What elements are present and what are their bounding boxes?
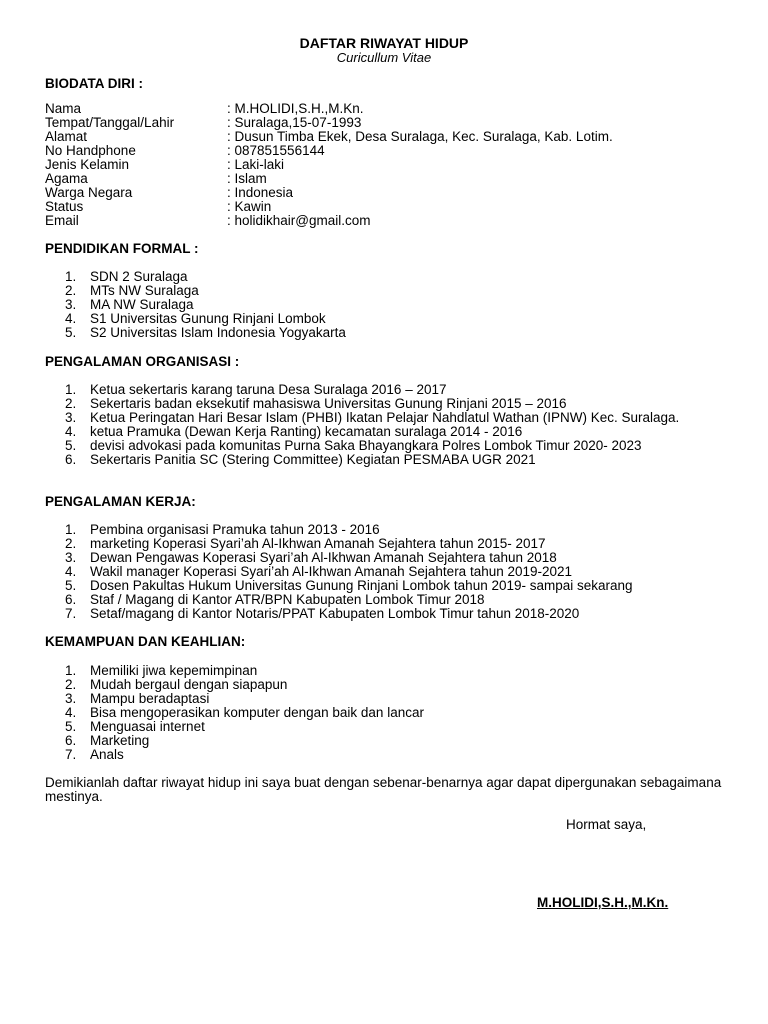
list-number: 7. bbox=[65, 747, 77, 762]
document-subtitle: Curicullum Vitae bbox=[336, 50, 432, 65]
biodata-value: : Islam bbox=[227, 171, 267, 186]
biodata-label: No Handphone bbox=[45, 143, 136, 158]
kerja-heading: PENGALAMAN KERJA: bbox=[45, 494, 196, 509]
list-item bbox=[45, 298, 725, 312]
list-number: 1. bbox=[65, 382, 77, 397]
list-text: devisi advokasi pada komunitas Purna Saka Bhayangkara Polres Lombok Timur 2020- 2023 bbox=[90, 438, 642, 453]
biodata-row-ttl bbox=[45, 116, 745, 130]
list-text: Mampu beradaptasi bbox=[90, 691, 210, 706]
biodata-value: : Laki-laki bbox=[227, 157, 285, 172]
list-number: 4. bbox=[65, 424, 77, 439]
list-item bbox=[45, 270, 725, 284]
list-number: 5. bbox=[65, 578, 77, 593]
biodata-row-status bbox=[45, 200, 745, 214]
list-number: 2. bbox=[65, 677, 77, 692]
closing-paragraph: Demikianlah daftar riwayat hidup ini saya buat dengan sebenar-benarnya agar dapat dipergunakan sebagaimana mestinya. bbox=[45, 775, 722, 804]
list-text: Memiliki jiwa kepemimpinan bbox=[90, 663, 258, 678]
list-text: Pembina organisasi Pramuka tahun 2013 - 2016 bbox=[90, 522, 380, 537]
list-number: 3. bbox=[65, 550, 77, 565]
list-item bbox=[45, 664, 725, 678]
list-text: Bisa mengoperasikan komputer dengan baik dan lancar bbox=[90, 705, 424, 720]
list-item bbox=[45, 425, 725, 439]
list-number: 1. bbox=[65, 663, 77, 678]
biodata-label: Tempat/Tanggal/Lahir bbox=[45, 115, 175, 130]
list-item bbox=[45, 607, 725, 621]
biodata-row-alamat bbox=[45, 130, 745, 144]
list-text: Menguasai internet bbox=[90, 719, 205, 734]
list-text: Ketua Peringatan Hari Besar Islam (PHBI) Ikatan Pelajar Nahdlatul Wathan (IPNW) Kec. Suralaga. bbox=[90, 410, 680, 425]
list-text: SDN 2 Suralaga bbox=[90, 269, 188, 284]
list-number: 2. bbox=[65, 396, 77, 411]
kerja-list bbox=[45, 523, 725, 621]
list-number: 4. bbox=[65, 705, 77, 720]
list-item bbox=[45, 565, 725, 579]
list-item bbox=[45, 551, 725, 565]
list-number: 6. bbox=[65, 733, 77, 748]
document-title: DAFTAR RIWAYAT HIDUP bbox=[299, 35, 469, 51]
list-item bbox=[45, 523, 725, 537]
list-number: 3. bbox=[65, 691, 77, 706]
list-text: Dewan Pengawas Koperasi Syari’ah Al-Ikhwan Amanah Sejahtera tahun 2018 bbox=[90, 550, 557, 565]
keahlian-heading: KEMAMPUAN DAN KEAHLIAN: bbox=[45, 634, 246, 649]
list-text: marketing Koperasi Syari’ah Al-Ikhwan Amanah Sejahtera tahun 2015- 2017 bbox=[90, 536, 546, 551]
list-item bbox=[45, 453, 725, 467]
biodata-label: Status bbox=[45, 199, 84, 214]
pendidikan-heading: PENDIDIKAN FORMAL : bbox=[45, 241, 199, 256]
biodata-row-warga-negara bbox=[45, 186, 745, 200]
list-number: 6. bbox=[65, 592, 77, 607]
list-item bbox=[45, 439, 725, 453]
list-item bbox=[45, 593, 725, 607]
list-item bbox=[45, 720, 725, 734]
biodata-row-jenis-kelamin bbox=[45, 158, 745, 172]
list-number: 1. bbox=[65, 522, 77, 537]
list-text: ketua Pramuka (Dewan Kerja Ranting) kecamatan suralaga 2014 - 2016 bbox=[90, 424, 523, 439]
biodata-row-nama bbox=[45, 102, 745, 116]
list-number: 5. bbox=[65, 438, 77, 453]
list-number: 2. bbox=[65, 283, 77, 298]
biodata-label: Agama bbox=[45, 171, 88, 186]
biodata-label: Warga Negara bbox=[45, 185, 133, 200]
keahlian-list bbox=[45, 664, 725, 762]
biodata-row-email bbox=[45, 214, 745, 228]
list-text: Marketing bbox=[90, 733, 150, 748]
list-number: 4. bbox=[65, 564, 77, 579]
list-number: 1. bbox=[65, 269, 77, 284]
list-number: 2. bbox=[65, 536, 77, 551]
biodata-label: Email bbox=[45, 213, 79, 228]
biodata-value: : M.HOLIDI,S.H.,M.Kn. bbox=[227, 101, 364, 116]
list-text: S1 Universitas Gunung Rinjani Lombok bbox=[90, 311, 326, 326]
list-item bbox=[45, 312, 725, 326]
list-item bbox=[45, 692, 725, 706]
list-item bbox=[45, 326, 725, 340]
pendidikan-list bbox=[45, 270, 725, 340]
list-text: MA NW Suralaga bbox=[90, 297, 194, 312]
organisasi-heading: PENGALAMAN ORGANISASI : bbox=[45, 354, 240, 369]
list-text: Sekertaris Panitia SC (Stering Committee) Kegiatan PESMABA UGR 2021 bbox=[90, 452, 536, 467]
list-text: S2 Universitas Islam Indonesia Yogyakarta bbox=[90, 325, 346, 340]
organisasi-list bbox=[45, 383, 725, 467]
list-item bbox=[45, 579, 725, 593]
biodata-label: Alamat bbox=[45, 129, 88, 144]
list-text: Staf / Magang di Kantor ATR/BPN Kabupaten Lombok Timur 2018 bbox=[90, 592, 485, 607]
list-number: 5. bbox=[65, 325, 77, 340]
biodata-heading: BIODATA DIRI : bbox=[45, 76, 143, 91]
list-item bbox=[45, 284, 725, 298]
list-number: 3. bbox=[65, 410, 77, 425]
biodata-value: : 087851556144 bbox=[227, 143, 325, 158]
list-text: Sekertaris badan eksekutif mahasiswa Universitas Gunung Rinjani 2015 – 2016 bbox=[90, 396, 567, 411]
biodata-table bbox=[45, 102, 745, 228]
list-number: 4. bbox=[65, 311, 77, 326]
list-text: Setaf/magang di Kantor Notaris/PPAT Kabupaten Lombok Timur tahun 2018-2020 bbox=[90, 606, 580, 621]
list-item bbox=[45, 748, 725, 762]
biodata-row-agama bbox=[45, 172, 745, 186]
list-text: MTs NW Suralaga bbox=[90, 283, 199, 298]
signature-name: M.HOLIDI,S.H.,M.Kn. bbox=[537, 895, 669, 910]
biodata-value: : Suralaga,15-07-1993 bbox=[227, 115, 362, 130]
list-number: 5. bbox=[65, 719, 77, 734]
list-item bbox=[45, 537, 725, 551]
list-number: 3. bbox=[65, 297, 77, 312]
biodata-value: : holidikhair@gmail.com bbox=[227, 213, 371, 228]
list-item bbox=[45, 383, 725, 397]
list-text: Dosen Pakultas Hukum Universitas Gunung Rinjani Lombok tahun 2019- sampai sekarang bbox=[90, 578, 633, 593]
list-text: Wakil manager Koperasi Syari’ah Al-Ikhwan Amanah Sejahtera tahun 2019-2021 bbox=[90, 564, 573, 579]
biodata-row-handphone bbox=[45, 144, 745, 158]
list-item bbox=[45, 706, 725, 720]
biodata-label: Nama bbox=[45, 101, 82, 116]
biodata-value: : Kawin bbox=[227, 199, 272, 214]
list-text: Mudah bergaul dengan siapapun bbox=[90, 677, 288, 692]
closing-greeting: Hormat saya, bbox=[566, 817, 647, 832]
biodata-value: : Indonesia bbox=[227, 185, 294, 200]
biodata-value: : Dusun Timba Ekek, Desa Suralaga, Kec. Suralaga, Kab. Lotim. bbox=[227, 129, 613, 144]
list-text: Anals bbox=[90, 747, 124, 762]
list-text: Ketua sekertaris karang taruna Desa Suralaga 2016 – 2017 bbox=[90, 382, 447, 397]
biodata-label: Jenis Kelamin bbox=[45, 157, 130, 172]
list-item bbox=[45, 411, 725, 425]
list-number: 6. bbox=[65, 452, 77, 467]
list-item bbox=[45, 678, 725, 692]
list-item bbox=[45, 734, 725, 748]
list-item bbox=[45, 397, 725, 411]
list-number: 7. bbox=[65, 606, 77, 621]
